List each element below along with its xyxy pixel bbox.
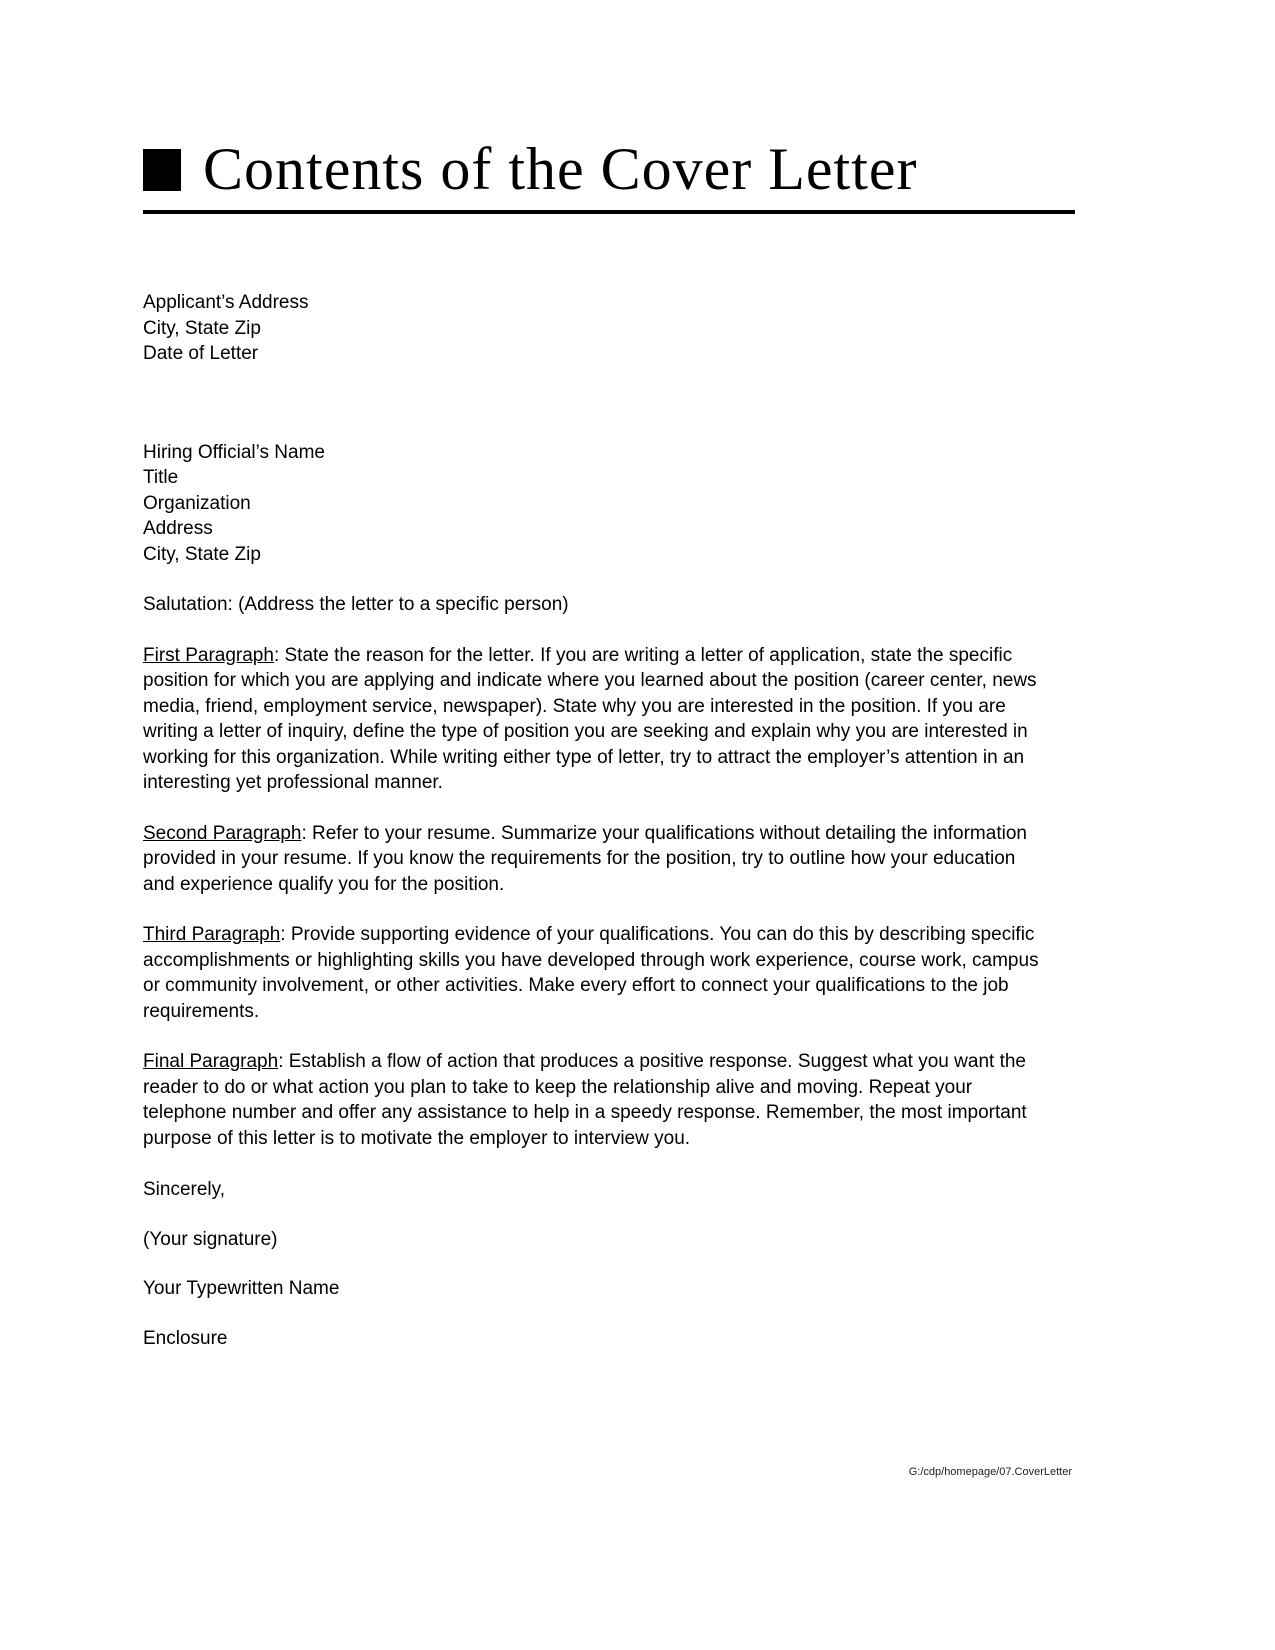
paragraph-third-label: Third Paragraph: [143, 924, 281, 945]
organization-line: Organization: [143, 492, 251, 514]
paragraph-second-label: Second Paragraph: [143, 822, 302, 844]
typed-name-placeholder-line: Your Typewritten Name: [143, 1278, 340, 1299]
paragraph-final-label: Final Paragraph: [143, 1051, 279, 1072]
organization-address-line: Address: [143, 518, 213, 539]
document-content: [143, 0, 1048, 1351]
paragraph-final-text: : Establish a flow of action that produces a positive response. Suggest what you want the reader to do or what action you plan to take to keep the relationship alive and moving. Repeat your telephone number and offer any assistance to help in a speedy response. Remember, the most important purpose of this letter is to motivate the employer to interview you.: [143, 1051, 1027, 1149]
applicant-address-line: Applicant’s Address: [143, 292, 309, 313]
document-header: [143, 138, 1075, 214]
paragraph-first: [143, 643, 1048, 796]
paragraph-first-label: First Paragraph: [143, 644, 274, 666]
paragraph-second-text: : Refer to your resume. Summarize your qualifications without detailing the information provided in your resume. If you know the requirements for the position, try to outline how your education and experience qualify you for the position.: [143, 822, 1027, 895]
signature-placeholder-line: (Your signature): [143, 1228, 278, 1250]
applicant-address-block: [143, 290, 1048, 367]
recipient-address-block: [143, 440, 1048, 568]
paragraph-third: [143, 922, 1048, 1024]
salutation-line: Salutation: (Address the letter to a specific person): [143, 594, 569, 615]
footer-file-path: G:/cdp/homepage/07.CoverLetter: [908, 1466, 1072, 1478]
page-title: [143, 138, 1075, 200]
hiring-official-name-line: Hiring Official’s Name: [143, 441, 325, 463]
paragraph-first-text: : State the reason for the letter. If you are writing a letter of application, state the specific position for which you are applying and indicate where you learned about the position (career center, news media, friend, employment service, newspaper). State why you are interested in the position. If you are writing a letter of inquiry, define the type of position you are seeking and explain why you are interested in working for this organization. While writing either type of letter, try to attract the employer’s attention in an interesting yet professional manner.: [143, 644, 1037, 793]
enclosure-line: Enclosure: [143, 1327, 228, 1349]
black-square-bullet-icon: [143, 149, 181, 191]
paragraph-second: [143, 821, 1048, 898]
applicant-city-state-zip-line: City, State Zip: [143, 317, 261, 339]
page-title-text: Contents of the Cover Letter: [203, 136, 918, 202]
date-of-letter-line: Date of Letter: [143, 343, 259, 364]
paragraph-third-text: : Provide supporting evidence of your qualifications. You can do this by describing specific accomplishments or highlighting skills you have developed through work experience, course work, campus or community involvement, or other activities. Make every effort to connect your qualifications to the job requirements.: [143, 924, 1039, 1022]
organization-city-state-zip-line: City, State Zip: [143, 543, 261, 565]
sign-off-line: Sincerely,: [143, 1179, 226, 1200]
hiring-official-title-line: Title: [143, 467, 179, 488]
paragraph-final: [143, 1049, 1048, 1151]
